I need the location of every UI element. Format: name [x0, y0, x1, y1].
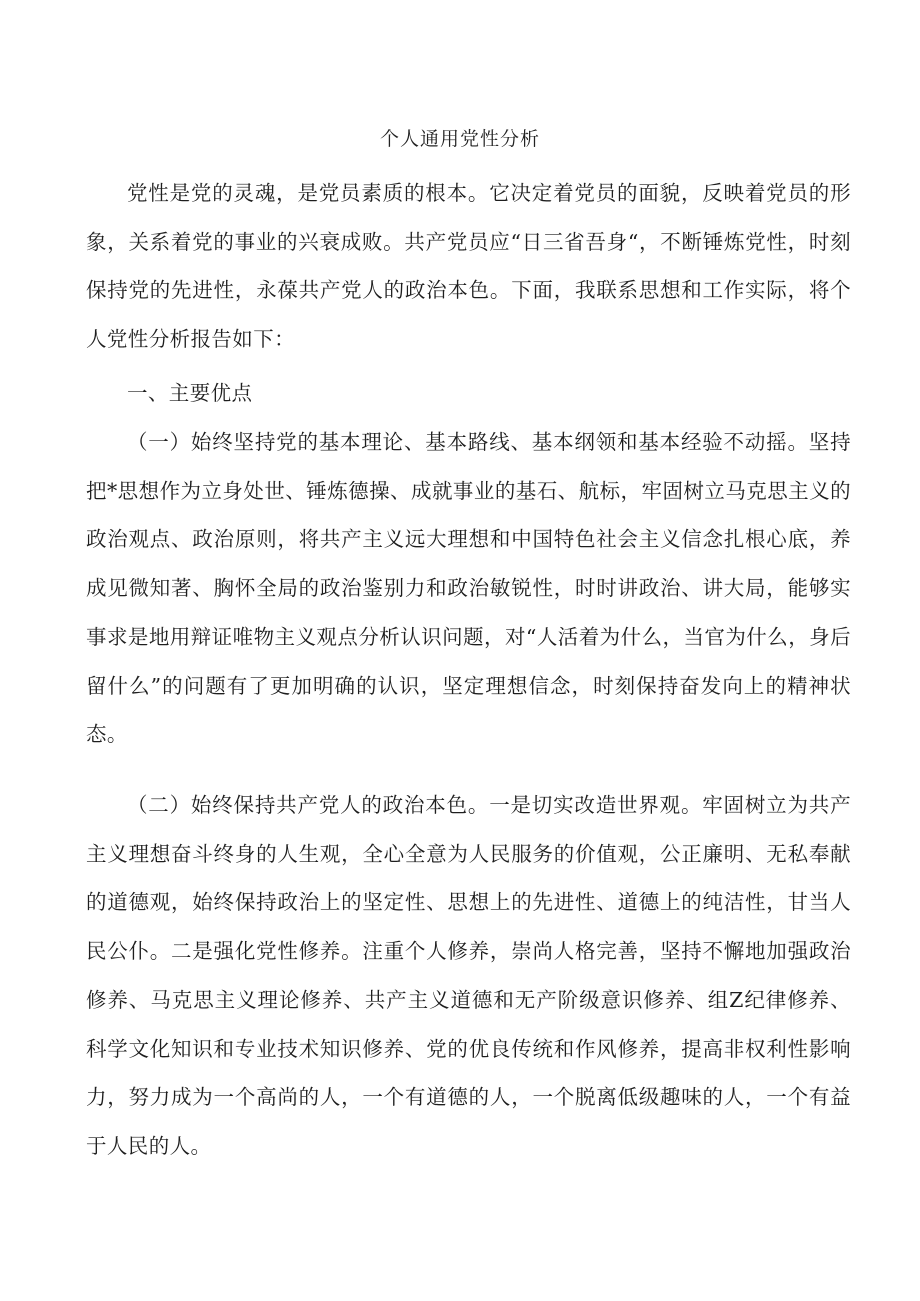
point-two-text: （二）始终保持共产党人的政治本色。一是切实改造世界观。牢固树立为共产主义理想奋斗终身的人生观，全心全意为人民服务的价值观，公正廉明、无私奉献的道德观，始终保持政治上的坚定性、思想上的先进性、道德上的纯洁性，甘当人民公仆。二是强化党性修养。注重个人修养，崇尚人格完善，坚持不懈地加强政治修养、马克思主义理论修养、共产主义道德和无产阶级意识修养、组Z纪律修养、科学文化知识和专业技术知识修养、党的优良传统和作风修养，提高非权利性影响力，努力成为一个高尚的人，一个有道德的人，一个脱离低级趣味的人，一个有益于人民的人。	[86, 793, 851, 1158]
section-heading	[86, 369, 851, 418]
point-one-text: （一）始终坚持党的基本理论、基本路线、基本纲领和基本经验不动摇。坚持把*思想作为立身处世、锤炼德操、成就事业的基石、航标，牢固树立马克思主义的政治观点、政治原则，将共产主义远大理想和中国特色社会主义信念扎根心底，养成见微知著、胸怀全局的政治鉴别力和政治敏锐性，时时讲政治、讲大局，能够实事求是地用辩证唯物主义观点分析认识问题，对“人活着为什么，当官为什么，身后留什么”的问题有了更加明确的认识，坚定理想信念，时刻保持奋发向上的精神状态。	[86, 430, 851, 747]
intro-paragraph-text: 党性是党的灵魂，是党员素质的根本。它决定着党员的面貌，反映着党员的形象，关系着党的事业的兴衰成败。共产党员应“日三省吾身“，不断锤炼党性，时刻保持党的先进性，永葆共产党人的政治本色。下面，我联系思想和工作实际，将个人党性分析报告如下：	[86, 181, 851, 352]
intro-paragraph	[86, 169, 851, 364]
point-two-paragraph	[86, 781, 851, 1171]
document-title: 个人通用党性分析	[379, 128, 540, 150]
section-heading-text: 一、主要优点	[127, 381, 253, 405]
point-one-paragraph	[86, 418, 851, 759]
